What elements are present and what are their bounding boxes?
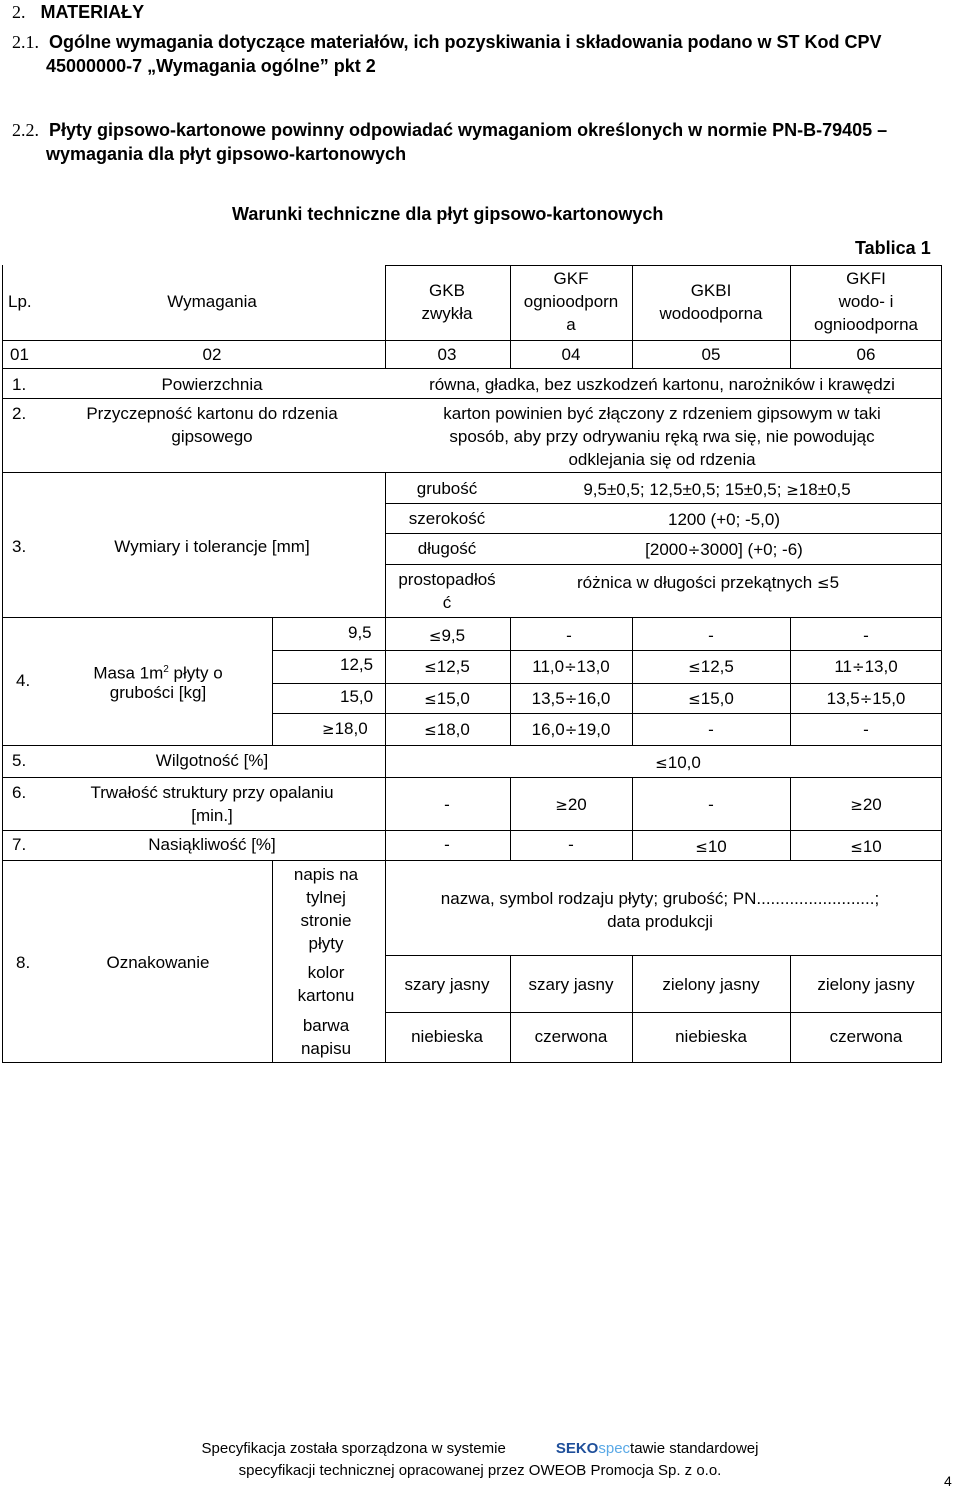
row8-s2-gkfi: zielony jasny <box>817 975 915 994</box>
row5-value: ≤10,0 <box>655 753 701 772</box>
row8-s1-value-1: nazwa, symbol rodzaju płyty; grubość; PN.........................; <box>440 889 880 908</box>
row5-lp: 5. <box>12 751 27 770</box>
row6-gkf: ≥20 <box>555 795 587 814</box>
colnum-03: 03 <box>437 345 457 364</box>
row7-gkf: - <box>568 835 574 854</box>
row6-gkbi: - <box>708 795 714 814</box>
row8-s2-gkf: szary jasny <box>528 975 614 994</box>
row4-gkf-3: 13,5÷16,0 <box>531 689 611 708</box>
row3-label-grubosc: grubość <box>416 479 478 498</box>
row8-lp: 8. <box>16 953 31 972</box>
row2-value-1: karton powinien być złączony z rdzeniem gipsowym w taki <box>443 404 881 423</box>
header-gkbi: GKBI <box>690 281 732 300</box>
row4-gkbi-1: - <box>708 626 714 645</box>
row4-gkf-2: 11,0÷13,0 <box>532 657 610 676</box>
row4-gkbi-2: ≤12,5 <box>688 657 734 676</box>
header-gkb-desc: zwykła <box>421 304 473 323</box>
row3-label-dlugosc: długość <box>417 539 477 558</box>
row8-s2-gkbi: zielony jasny <box>662 975 760 994</box>
row8-name: Oznakowanie <box>106 953 210 972</box>
header-gkfi: GKFI <box>846 269 886 288</box>
row6-lp: 6. <box>12 783 27 802</box>
row3-value-grubosc: 9,5±0,5; 12,5±0,5; 15±0,5; ≥18±0,5 <box>583 480 851 499</box>
section-2-1: 2.1. Ogólne wymagania dotyczące materiałów, ich pozyskiwania i składowania podano w ST Kod CPV 45000000-7 „Wymagania ogólne” pkt 2 <box>12 32 882 76</box>
row2-lp: 2. <box>12 404 27 423</box>
footer-brand-seko: SEKO <box>555 1440 599 1457</box>
row4-thickness-1: 9,5 <box>348 623 372 642</box>
header-lp: Lp. <box>8 292 32 311</box>
row8-s3-gkf: czerwona <box>534 1027 608 1046</box>
row4-thickness-2: 12,5 <box>340 655 374 674</box>
colnum-06: 06 <box>856 345 876 364</box>
header-gkfi-desc-1: wodo- i <box>838 292 894 311</box>
row5-name: Wilgotność [%] <box>155 751 269 770</box>
row4-gkbi-4: - <box>708 720 714 739</box>
row8-s3-gkb: niebieska <box>411 1027 483 1046</box>
row6-gkfi: ≥20 <box>850 795 882 814</box>
footer-brand-spec: spec <box>598 1440 631 1457</box>
row4-gkf-4: 16,0÷19,0 <box>531 720 611 739</box>
row3-value-prostopadlosc: różnica w długości przekątnych ≤5 <box>576 573 840 592</box>
section-heading-materialy: 2. MATERIAŁY <box>12 2 145 22</box>
row2-name-2: gipsowego <box>171 427 253 446</box>
row3-label-szerokosc: szerokość <box>408 509 486 528</box>
row4-gkf-1: - <box>566 626 572 645</box>
footer-line-2: specyfikacji technicznej opracowanej przez OWEOB Promocja Sp. z o.o. <box>238 1462 722 1479</box>
row8-s2-label-2: kartonu <box>297 986 355 1005</box>
row1-name: Powierzchnia <box>161 375 263 394</box>
row4-gkfi-3: 13,5÷15,0 <box>826 689 906 708</box>
table-title: Warunki techniczne dla płyt gipsowo-kartonowych <box>232 204 664 224</box>
row4-lp: 4. <box>16 671 31 690</box>
footer-line-1: Specyfikacja została sporządzona w systemie SEKOspectawie standardowej <box>201 1440 759 1457</box>
row7-gkfi: ≤10 <box>850 837 882 856</box>
page-number: 4 <box>944 1473 952 1489</box>
row4-gkfi-2: 11÷13,0 <box>834 657 898 676</box>
row8-s3-gkbi: niebieska <box>675 1027 747 1046</box>
row3-lp: 3. <box>12 537 27 556</box>
row8-s2-label-1: kolor <box>307 963 345 982</box>
colnum-01: 01 <box>10 345 29 364</box>
row1-value: równa, gładka, bez uszkodzeń kartonu, narożników i krawędzi <box>429 375 895 394</box>
row8-s1-label-2: tylnej <box>306 888 346 907</box>
row7-name: Nasiąkliwość [%] <box>148 835 276 854</box>
row7-gkb: - <box>444 835 450 854</box>
row6-gkb: - <box>444 795 450 814</box>
row6-name-2: [min.] <box>191 806 233 825</box>
row8-s1-label-1: napis na <box>293 865 359 884</box>
header-gkfi-desc-2: ognioodporna <box>814 315 918 334</box>
row8-s1-label-4: płyty <box>308 934 344 953</box>
row8-s2-gkb: szary jasny <box>404 975 490 994</box>
row3-value-szerokosc: 1200 (+0; -5,0) <box>668 510 780 529</box>
row4-name-2: grubości [kg] <box>109 683 207 702</box>
row2-value-3: odklejania się od rdzenia <box>568 450 756 469</box>
header-wymagania: Wymagania <box>167 292 257 311</box>
row7-lp: 7. <box>12 835 27 854</box>
colnum-02: 02 <box>202 345 222 364</box>
row4-gkb-2: ≤12,5 <box>424 657 470 676</box>
row4-gkbi-3: ≤15,0 <box>688 689 734 708</box>
header-gkb: GKB <box>429 281 465 300</box>
row2-value-2: sposób, aby przy odrywaniu ręką rwa się, nie powodując <box>449 427 875 446</box>
colnum-04: 04 <box>561 345 581 364</box>
page-footer <box>0 1438 960 1482</box>
header-gkf-desc-1: ognioodporn <box>523 292 619 311</box>
row3-value-dlugosc: [2000÷3000] (+0; -6) <box>645 540 803 559</box>
row6-name-1: Trwałość struktury przy opalaniu <box>90 783 334 802</box>
row3-label-prostopadlosc-2: ć <box>442 593 452 612</box>
row4-name-1: Masa $1m^2$ płyty o <box>93 663 223 683</box>
header-gkf: GKF <box>553 269 589 288</box>
row8-s3-gkfi: czerwona <box>829 1027 903 1046</box>
header-gkbi-desc: wodoodporna <box>659 304 763 323</box>
row7-gkbi: ≤10 <box>695 837 727 856</box>
row4-gkb-4: ≤18,0 <box>424 720 470 739</box>
row4-gkfi-1: - <box>863 626 869 645</box>
row2-name-1: Przyczepność kartonu do rdzenia <box>86 404 338 423</box>
row8-s1-value-2: data produkcji <box>607 912 713 931</box>
row1-lp: 1. <box>12 375 27 394</box>
colnum-05: 05 <box>701 345 721 364</box>
row8-s3-label-2: napisu <box>300 1039 352 1058</box>
row8-s1-label-3: stronie <box>300 911 352 930</box>
header-gkf-desc-2: a <box>566 315 576 334</box>
row3-name: Wymiary i tolerancje [mm] <box>114 537 310 556</box>
row4-thickness-4: ≥18,0 <box>322 719 368 738</box>
row4-gkfi-4: - <box>863 720 869 739</box>
section-2-2: 2.2. Płyty gipsowo-kartonowe powinny odpowiadać wymaganiom określonych w normie PN-B-79405 – wymagania dla płyt gipsowo-kartonowych <box>12 120 888 164</box>
row4-gkb-3: ≤15,0 <box>424 689 470 708</box>
row8-s3-label-1: barwa <box>302 1016 350 1035</box>
row3-label-prostopadlosc-1: prostopadłoś <box>398 570 496 589</box>
row4-gkb-1: ≤9,5 <box>428 626 466 645</box>
row4-thickness-3: 15,0 <box>340 687 374 706</box>
table-number: Tablica 1 <box>855 238 931 258</box>
